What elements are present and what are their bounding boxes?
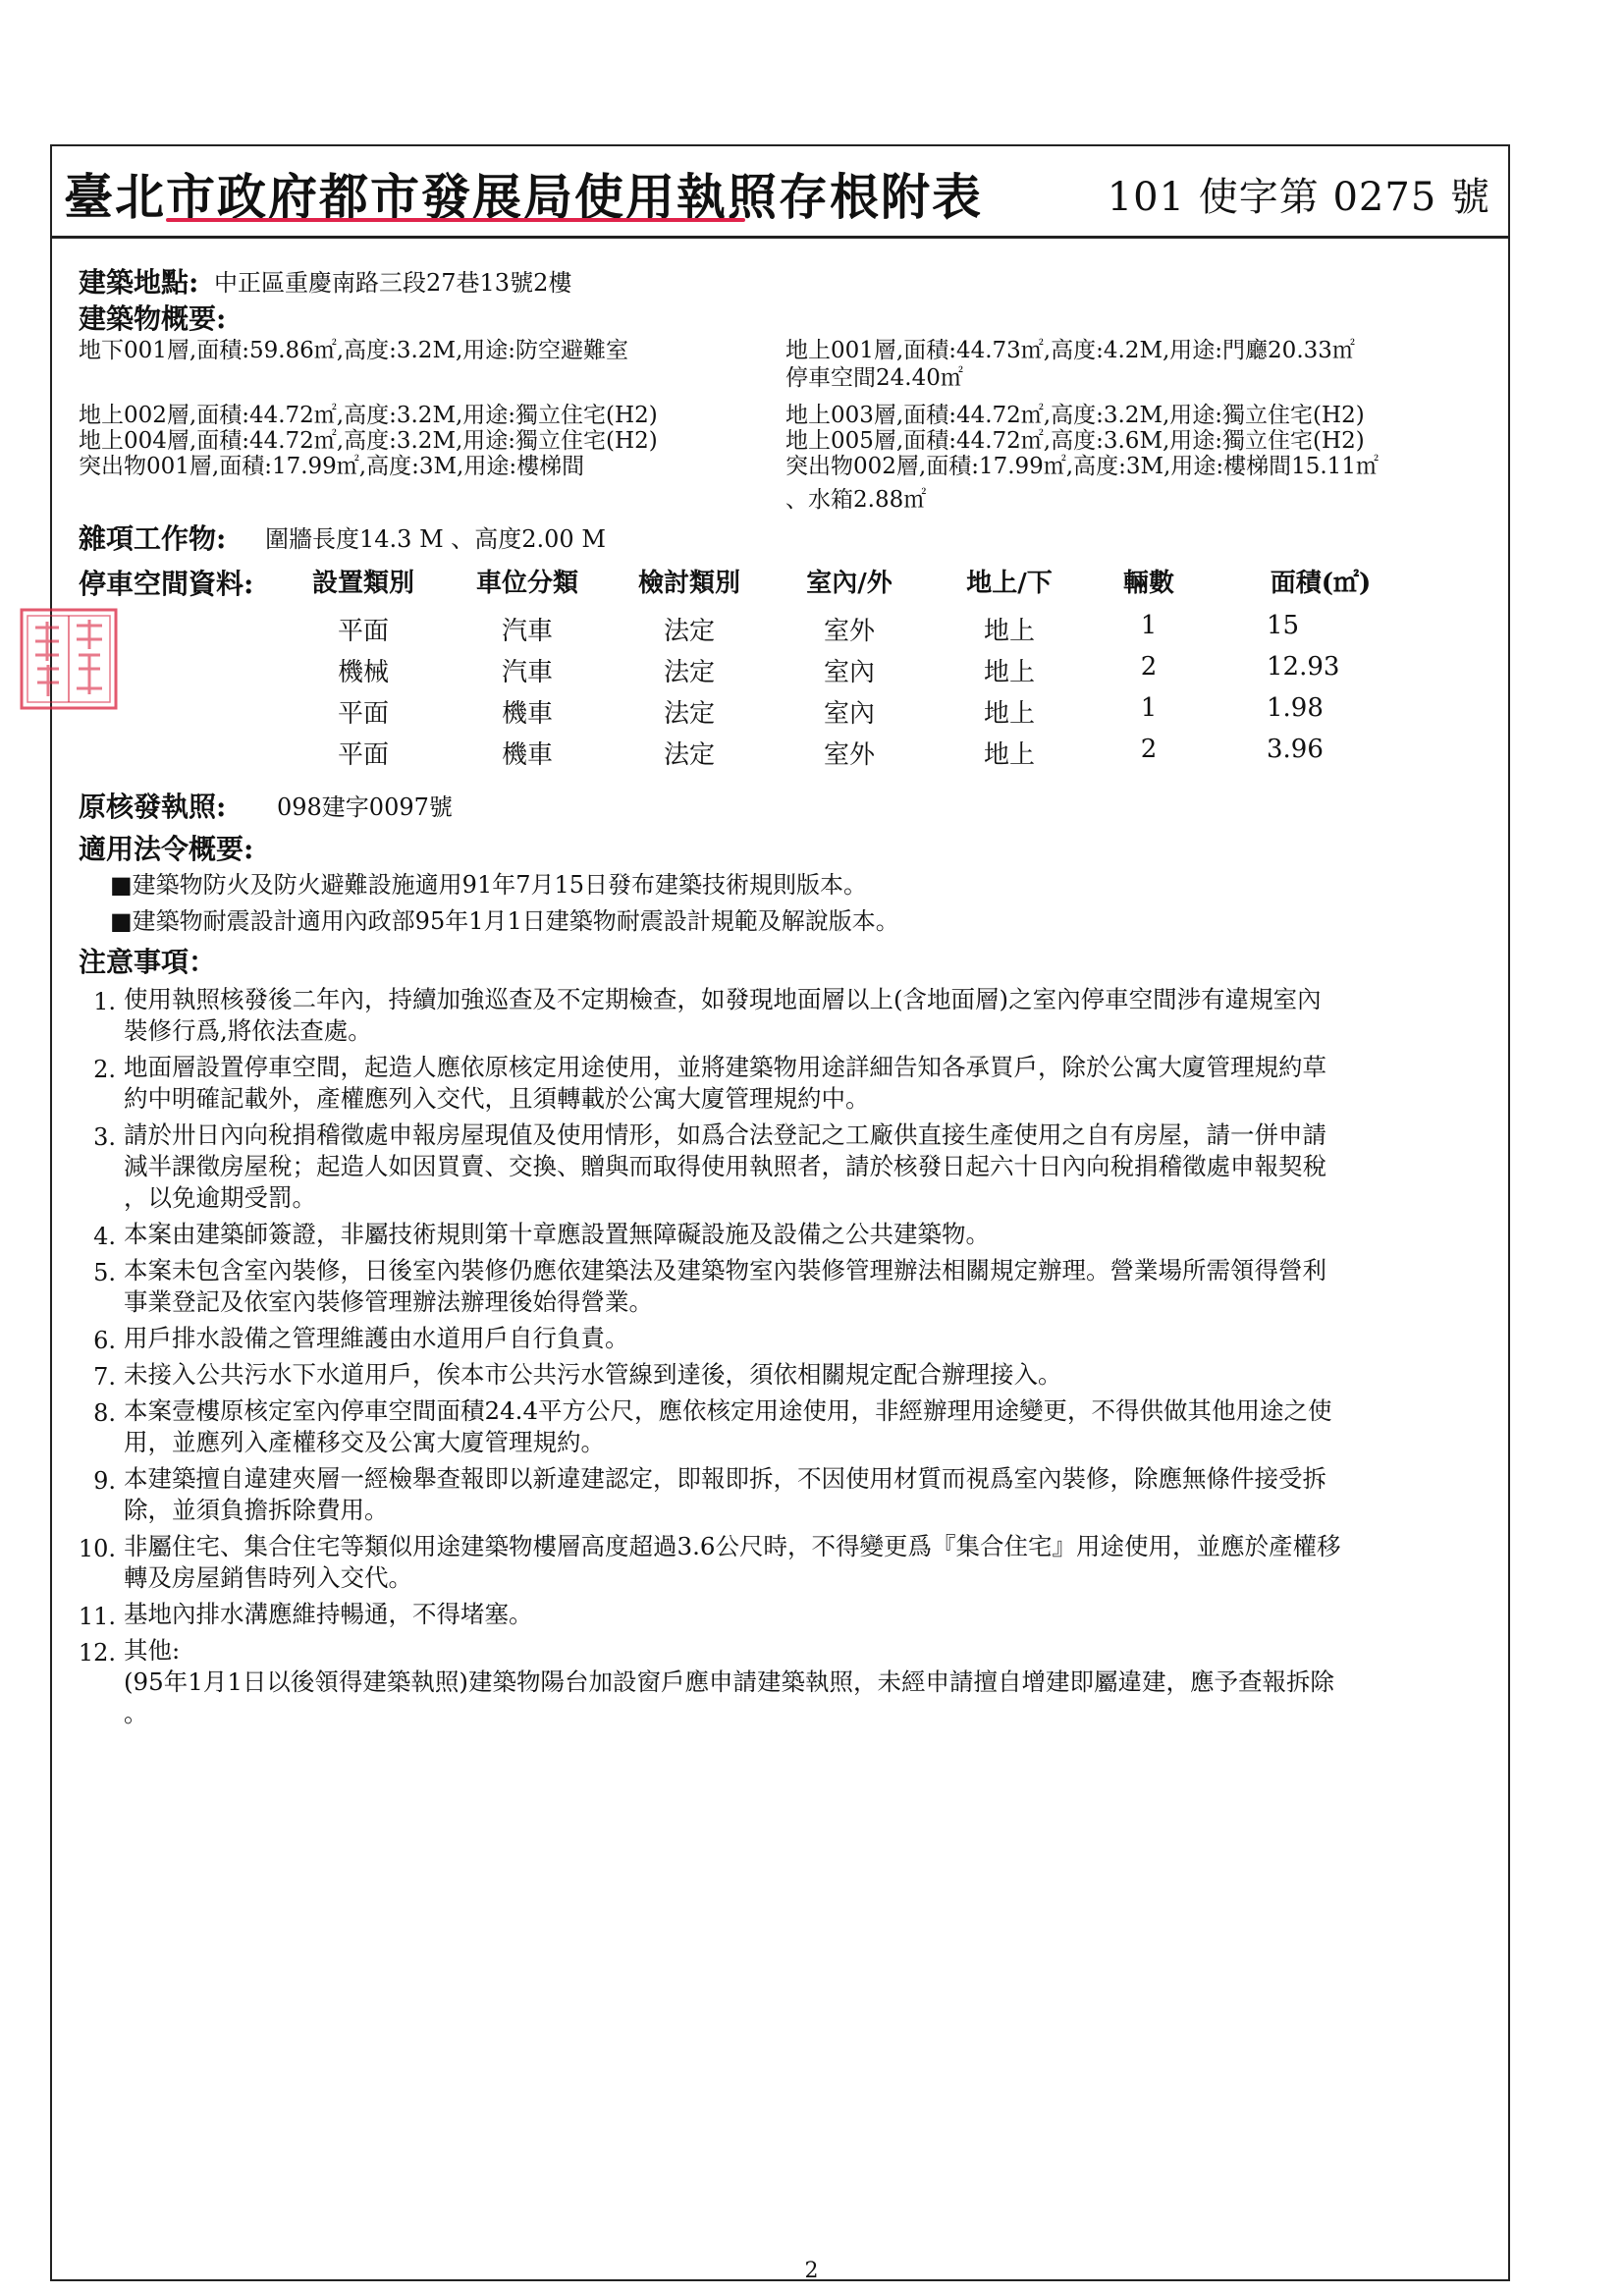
note-number: 4. — [93, 1223, 116, 1250]
overview-right-5: 突出物002層,面積:17.99㎡,高度:3M,用途:樓梯間15.11㎡ — [785, 454, 1379, 479]
note-number: 6. — [93, 1327, 116, 1354]
parking-cell: 室內 — [823, 699, 875, 729]
parking-cell: 汽車 — [501, 658, 553, 687]
note-text-line: 未接入公共污水下水道用戶，俟本市公共污水管線到達後，須依相關規定配合辦理接入。 — [124, 1360, 1062, 1389]
note-text-line: 約中明確記載外，產權應列入交代，且須轉載於公寓大廈管理規約中。 — [124, 1084, 870, 1113]
parking-cell: 法定 — [663, 658, 715, 687]
note-text-line: 本建築擅自違建夾層一經檢舉查報即以新違建認定，即報即拆，不因使用材質而視爲室內裝修，除應無條件接受拆 — [124, 1464, 1326, 1493]
overview-right-1: 地上001層,面積:44.73㎡,高度:4.2M,用途:門廳20.33㎡ — [785, 338, 1355, 363]
overview-right-3: 地上003層,面積:44.72㎡,高度:3.2M,用途:獨立住宅(H2) — [785, 403, 1365, 428]
law-item: ■建築物防火及防火避難設施適用91年7月15日發布建築技術規則版本。 — [110, 871, 868, 899]
parking-cell: 15 — [1267, 611, 1300, 640]
note-number: 1. — [93, 988, 116, 1015]
note-text-line: (95年1月1日以後領得建築執照)建築物陽台加設窗戶應申請建築執照，未經申請擅自增建即屬違建，應予查報拆除 — [124, 1667, 1334, 1696]
misc-label: 雜項工作物: — [79, 522, 227, 555]
parking-cell: 2 — [1140, 735, 1158, 764]
parking-header-level: 地上/下 — [966, 569, 1053, 598]
note-text-line: ，以免逾期受罰。 — [124, 1183, 316, 1212]
parking-cell: 1 — [1140, 693, 1158, 723]
note-text-line: 地面層設置停車空間，起造人應依原核定用途使用，並將建築物用途詳細告知各承買戶，除於公寓大廈管理規約草 — [124, 1053, 1326, 1081]
site-label: 建築地點: — [79, 266, 199, 299]
overview-right-6: 、水箱2.88㎡ — [785, 487, 927, 513]
note-text-line: 用，並應列入產權移交及公寓大廈管理規約。 — [124, 1428, 605, 1456]
note-text-line: 請於卅日內向稅捐稽徵處申報房屋現值及使用情形，如爲合法登記之工廠供直接生產使用之自有房屋，請一併申請 — [124, 1121, 1326, 1149]
parking-header-type: 設置類別 — [311, 569, 414, 598]
note-number: 3. — [93, 1123, 116, 1151]
notes-label: 注意事項： — [79, 946, 217, 978]
parking-cell: 3.96 — [1267, 735, 1324, 764]
parking-cell: 12.93 — [1267, 652, 1340, 682]
title-underline — [166, 218, 745, 222]
note-text-line: 減半課徵房屋稅；起造人如因買賣、交換、贈與而取得使用執照者，請於核發日起六十日內向稅捐稽徵處申報契稅 — [124, 1152, 1326, 1180]
parking-cell: 1 — [1140, 611, 1158, 640]
parking-cell: 汽車 — [501, 617, 553, 646]
note-text-line: 。 — [124, 1699, 148, 1727]
parking-header-class: 車位分類 — [475, 569, 578, 598]
parking-label: 停車空間資料: — [79, 568, 254, 600]
overview-left-2: 地上002層,面積:44.72㎡,高度:3.2M,用途:獨立住宅(H2) — [79, 403, 658, 428]
parking-cell: 地上 — [983, 617, 1035, 646]
overview-left-3: 地上004層,面積:44.72㎡,高度:3.2M,用途:獨立住宅(H2) — [79, 428, 658, 454]
parking-cell: 法定 — [663, 740, 715, 770]
note-text-line: 裝修行爲,將依法查處。 — [124, 1016, 372, 1045]
parking-cell: 平面 — [337, 699, 389, 729]
note-number: 7. — [93, 1363, 116, 1391]
note-text-line: 本案由建築師簽證，非屬技術規則第十章應設置無障礙設施及設備之公共建築物。 — [124, 1220, 990, 1248]
parking-cell: 平面 — [337, 617, 389, 646]
original-permit-value: 098建字0097號 — [277, 793, 453, 821]
parking-cell: 2 — [1140, 652, 1158, 682]
laws-label: 適用法令概要: — [79, 833, 254, 865]
overview-left-1: 地下001層,面積:59.86㎡,高度:3.2M,用途:防空避難室 — [79, 338, 629, 363]
parking-header-review: 檢討類別 — [637, 569, 740, 598]
note-number: 12. — [78, 1639, 116, 1667]
overview-left-4: 突出物001層,面積:17.99㎡,高度:3M,用途:樓梯間 — [79, 454, 585, 479]
parking-cell: 法定 — [663, 617, 715, 646]
parking-cell: 室內 — [823, 658, 875, 687]
parking-cell: 室外 — [823, 617, 875, 646]
note-text-line: 使用執照核發後二年內，持續加強巡查及不定期檢查，如發現地面層以上(含地面層)之室內停車空間涉有違規室內 — [124, 985, 1322, 1013]
note-text-line: 用戶排水設備之管理維護由水道用戶自行負責。 — [124, 1324, 629, 1352]
permit-number: 101 使字第 0275 號 — [1107, 175, 1490, 220]
original-permit-label: 原核發執照: — [79, 791, 227, 823]
page-number: 2 — [804, 2259, 819, 2283]
overview-right-2: 停車空間24.40㎡ — [785, 365, 963, 391]
note-number: 11. — [78, 1603, 116, 1630]
page-title: 臺北市政府都市發展局使用執照存根附表 — [64, 168, 983, 226]
note-number: 9. — [93, 1467, 116, 1495]
note-number: 8. — [93, 1399, 116, 1427]
note-text-line: 本案未包含室內裝修，日後室內裝修仍應依建築法及建築物室內裝修管理辦法相關規定辦理。營業場所需領得營利 — [124, 1256, 1326, 1285]
parking-header-area: 面積(㎡) — [1270, 569, 1372, 598]
parking-cell: 地上 — [983, 699, 1035, 729]
parking-cell: 機車 — [501, 699, 553, 729]
note-text-line: 非屬住宅、集合住宅等類似用途建築物樓層高度超過3.6公尺時，不得變更爲『集合住宅』用途使用，並應於產權移 — [124, 1532, 1341, 1560]
parking-cell: 室外 — [823, 740, 875, 770]
overview-right-4: 地上005層,面積:44.72㎡,高度:3.6M,用途:獨立住宅(H2) — [785, 428, 1365, 454]
parking-header-count: 輛數 — [1122, 569, 1174, 598]
note-text-line: 其他: — [124, 1636, 181, 1665]
parking-cell: 平面 — [337, 740, 389, 770]
note-text-line: 轉及房屋銷售時列入交代。 — [124, 1563, 412, 1592]
parking-cell: 機械 — [337, 658, 389, 687]
note-text-line: 本案壹樓原核定室內停車空間面積24.4平方公尺，應依核定用途使用，非經辦理用途變更，不得供做其他用途之使 — [124, 1396, 1332, 1425]
overview-label: 建築物概要: — [79, 302, 227, 335]
note-number: 2. — [93, 1056, 116, 1083]
parking-cell: 1.98 — [1267, 693, 1324, 723]
parking-cell: 地上 — [983, 740, 1035, 770]
misc-value: 圍牆長度14.3 M 、高度2.00 M — [265, 525, 606, 553]
seal-stamp-icon — [8, 604, 124, 717]
note-number: 10. — [78, 1535, 116, 1562]
note-text-line: 基地內排水溝應維持暢通，不得堵塞。 — [124, 1600, 533, 1628]
law-item: ■建築物耐震設計適用內政部95年1月1日建築物耐震設計規範及解說版本。 — [110, 907, 899, 935]
parking-cell: 法定 — [663, 699, 715, 729]
parking-cell: 機車 — [501, 740, 553, 770]
note-text-line: 除，並須負擔拆除費用。 — [124, 1496, 389, 1524]
note-number: 5. — [93, 1259, 116, 1286]
site-value: 中正區重慶南路三段27巷13號2樓 — [214, 269, 572, 297]
note-text-line: 事業登記及依室內裝修管理辦法辦理後始得營業。 — [124, 1287, 653, 1316]
parking-header-indoor: 室內/外 — [806, 569, 893, 598]
parking-cell: 地上 — [983, 658, 1035, 687]
title-row — [50, 144, 1510, 239]
